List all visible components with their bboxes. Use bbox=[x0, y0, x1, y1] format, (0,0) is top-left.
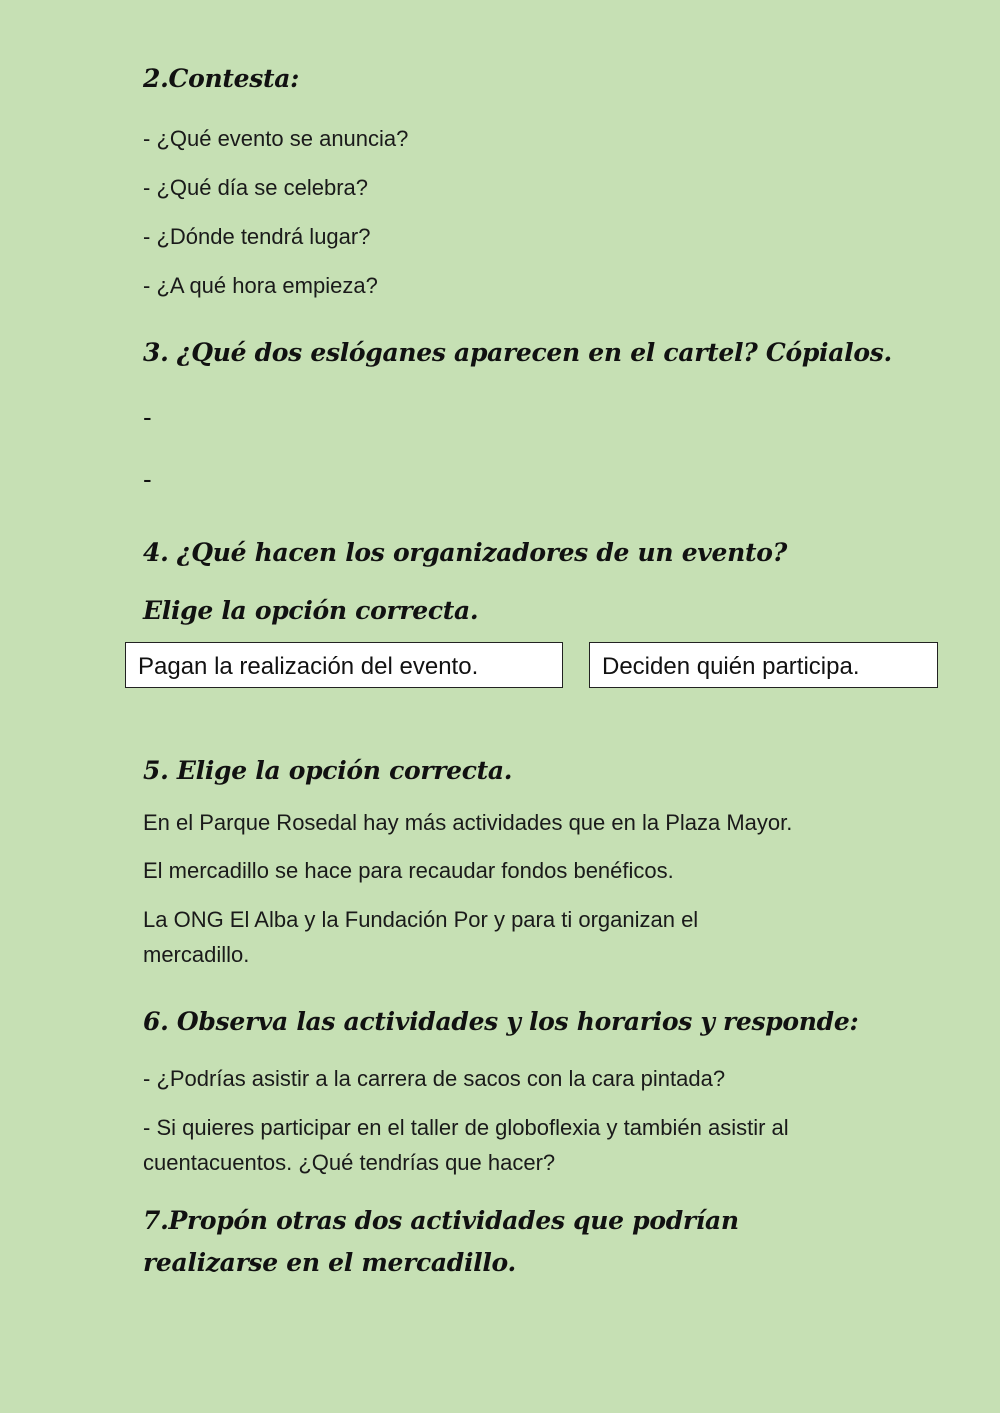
q4-option-2[interactable]: Deciden quién participa. bbox=[589, 642, 938, 688]
q5-statement-2[interactable]: El mercadillo se hace para recaudar fondos benéficos. bbox=[143, 858, 674, 883]
q2-item-2: - ¿Qué día se celebra? bbox=[143, 175, 369, 200]
q4-option-1[interactable]: Pagan la realización del evento. bbox=[125, 642, 563, 688]
q2-item-3: - ¿Dónde tendrá lugar? bbox=[143, 224, 371, 249]
q2-item-1: - ¿Qué evento se anuncia? bbox=[143, 126, 409, 151]
q6-title: 6. Observa las actividades y los horarios y responde: bbox=[143, 1007, 859, 1036]
q5-title: 5. Elige la opción correcta. bbox=[143, 756, 513, 785]
q5-statement-1[interactable]: En el Parque Rosedal hay más actividades que en la Plaza Mayor. bbox=[143, 810, 793, 835]
q2-item-4: - ¿A qué hora empieza? bbox=[143, 273, 378, 298]
q4-title: 4. ¿Qué hacen los organizadores de un evento? bbox=[143, 538, 787, 567]
q3-dash-1: - bbox=[143, 402, 152, 432]
q7-title: 7.Propón otras dos actividades que podrían realizarse en el mercadillo. bbox=[143, 1206, 739, 1277]
q5-statement-3[interactable]: La ONG El Alba y la Fundación Por y para ti organizan el mercadillo. bbox=[143, 907, 699, 967]
q4-subtitle: Elige la opción correcta. bbox=[143, 596, 479, 625]
q3-dash-2: - bbox=[143, 464, 152, 494]
q2-title: 2.Contesta: bbox=[143, 64, 300, 93]
q6-item-2: - Si quieres participar en el taller de globoflexia y también asistir al cuentacuentos. ¿Qué tendrías que hacer? bbox=[143, 1115, 789, 1175]
q6-item-1: - ¿Podrías asistir a la carrera de sacos con la cara pintada? bbox=[143, 1066, 726, 1091]
q3-title: 3. ¿Qué dos eslóganes aparecen en el cartel? Cópialos. bbox=[143, 338, 892, 367]
